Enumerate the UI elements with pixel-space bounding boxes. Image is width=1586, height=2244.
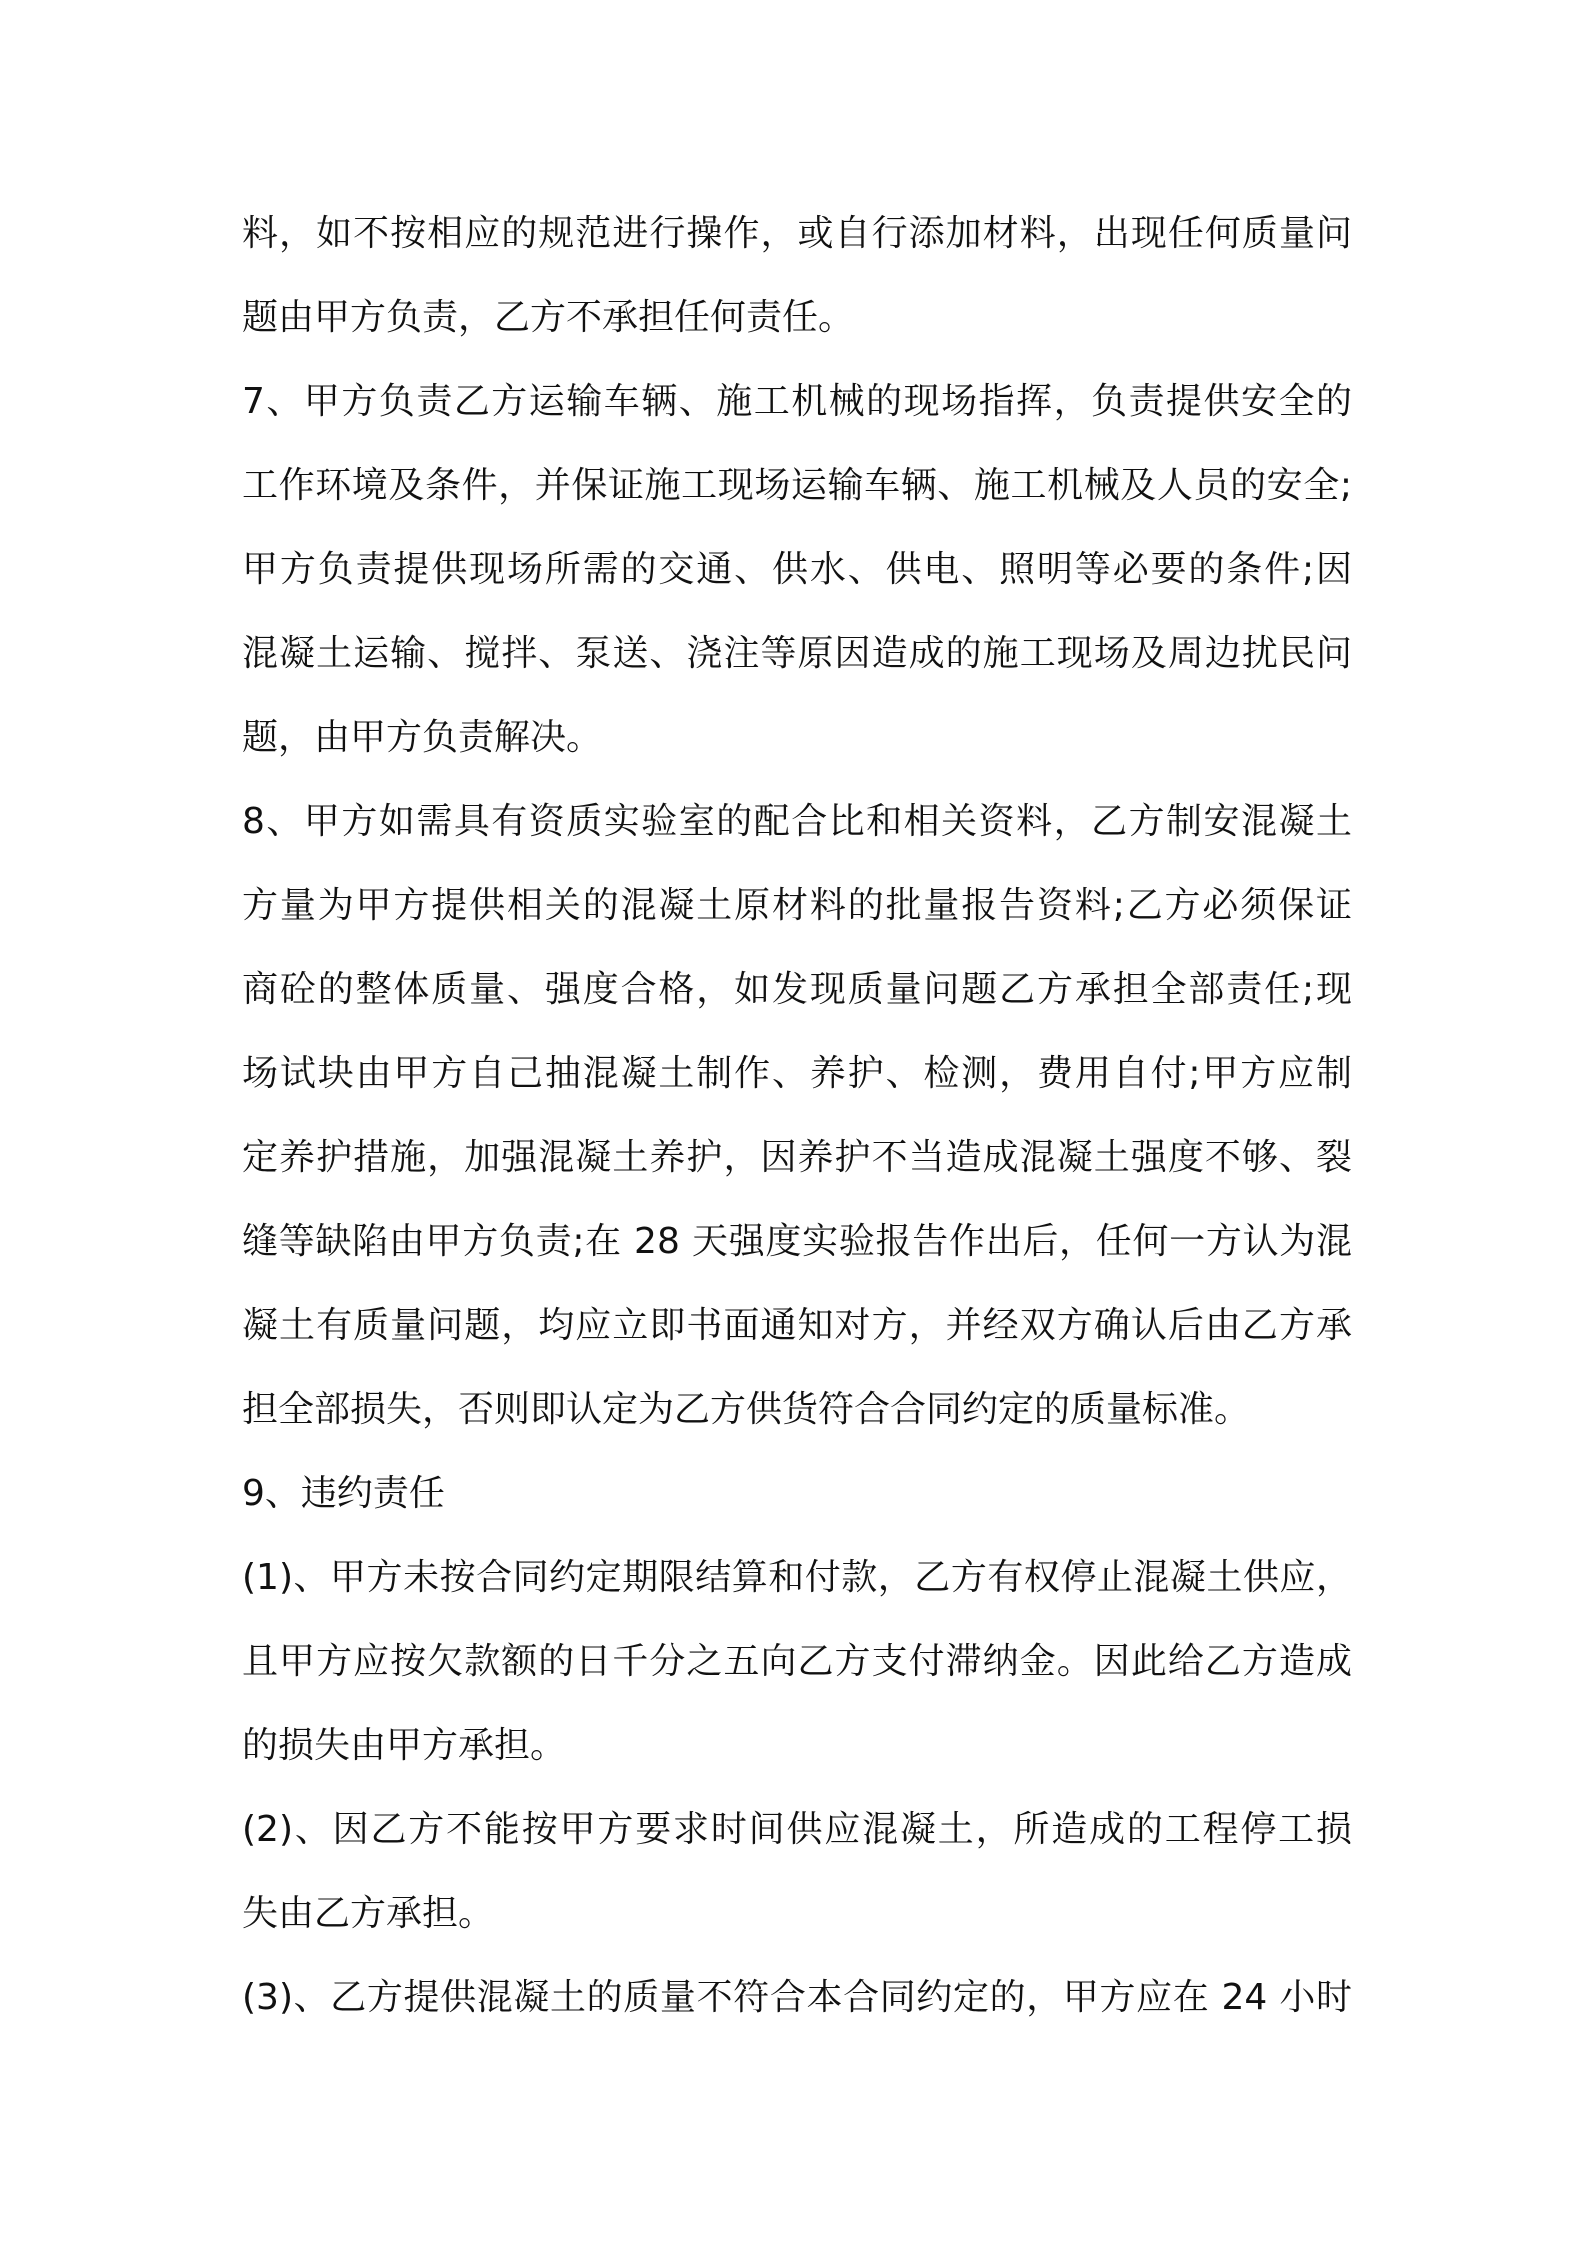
- text-line: 商砼的整体质量、强度合格，如发现质量问题乙方承担全部责任;现: [242, 969, 1352, 1010]
- text-line: (3)、乙方提供混凝土的质量不符合本合同约定的，甲方应在 24 小时: [242, 1977, 1352, 2018]
- clause-9-2: [242, 1788, 1352, 1956]
- text-line: 的损失由甲方承担。: [242, 1725, 567, 1766]
- text-line: 题由甲方负责，乙方不承担任何责任。: [242, 297, 855, 338]
- clause-9-heading: [242, 1452, 1352, 1536]
- text-line: 料，如不按相应的规范进行操作，或自行添加材料，出现任何质量问: [242, 213, 1352, 254]
- text-line: (2)、因乙方不能按甲方要求时间供应混凝土，所造成的工程停工损: [242, 1809, 1352, 1850]
- text-line: 担全部损失，否则即认定为乙方供货符合合同约定的质量标准。: [242, 1389, 1251, 1430]
- text-line: 工作环境及条件，并保证施工现场运输车辆、施工机械及人员的安全;: [242, 465, 1352, 506]
- text-line: 失由乙方承担。: [242, 1893, 495, 1934]
- text-line: 7、甲方负责乙方运输车辆、施工机械的现场指挥，负责提供安全的: [242, 381, 1352, 422]
- text-line: 混凝土运输、搅拌、泵送、浇注等原因造成的施工现场及周边扰民问: [242, 633, 1352, 674]
- section-heading: 9、违约责任: [242, 1473, 445, 1514]
- clause-9-3: [242, 1956, 1352, 2040]
- text-line: 缝等缺陷由甲方负责;在 28 天强度实验报告作出后，任何一方认为混: [242, 1221, 1352, 1262]
- text-line: (1)、甲方未按合同约定期限结算和付款，乙方有权停止混凝土供应，: [242, 1557, 1352, 1598]
- text-line: 凝土有质量问题，均应立即书面通知对方，并经双方确认后由乙方承: [242, 1305, 1352, 1346]
- document-body: [242, 192, 1352, 2040]
- clause-7: [242, 360, 1352, 780]
- text-line: 且甲方应按欠款额的日千分之五向乙方支付滞纳金。因此给乙方造成: [242, 1641, 1352, 1682]
- text-line: 8、甲方如需具有资质实验室的配合比和相关资料，乙方制安混凝土: [242, 801, 1352, 842]
- clause-9-1: [242, 1536, 1352, 1788]
- text-line: 定养护措施，加强混凝土养护，因养护不当造成混凝土强度不够、裂: [242, 1137, 1352, 1178]
- text-line: 题，由甲方负责解决。: [242, 717, 603, 758]
- text-line: 甲方负责提供现场所需的交通、供水、供电、照明等必要的条件;因: [242, 549, 1352, 590]
- text-line: 方量为甲方提供相关的混凝土原材料的批量报告资料;乙方必须保证: [242, 885, 1352, 926]
- paragraph-continuation: [242, 192, 1352, 360]
- clause-8: [242, 780, 1352, 1452]
- text-line: 场试块由甲方自己抽混凝土制作、养护、检测，费用自付;甲方应制: [242, 1053, 1352, 1094]
